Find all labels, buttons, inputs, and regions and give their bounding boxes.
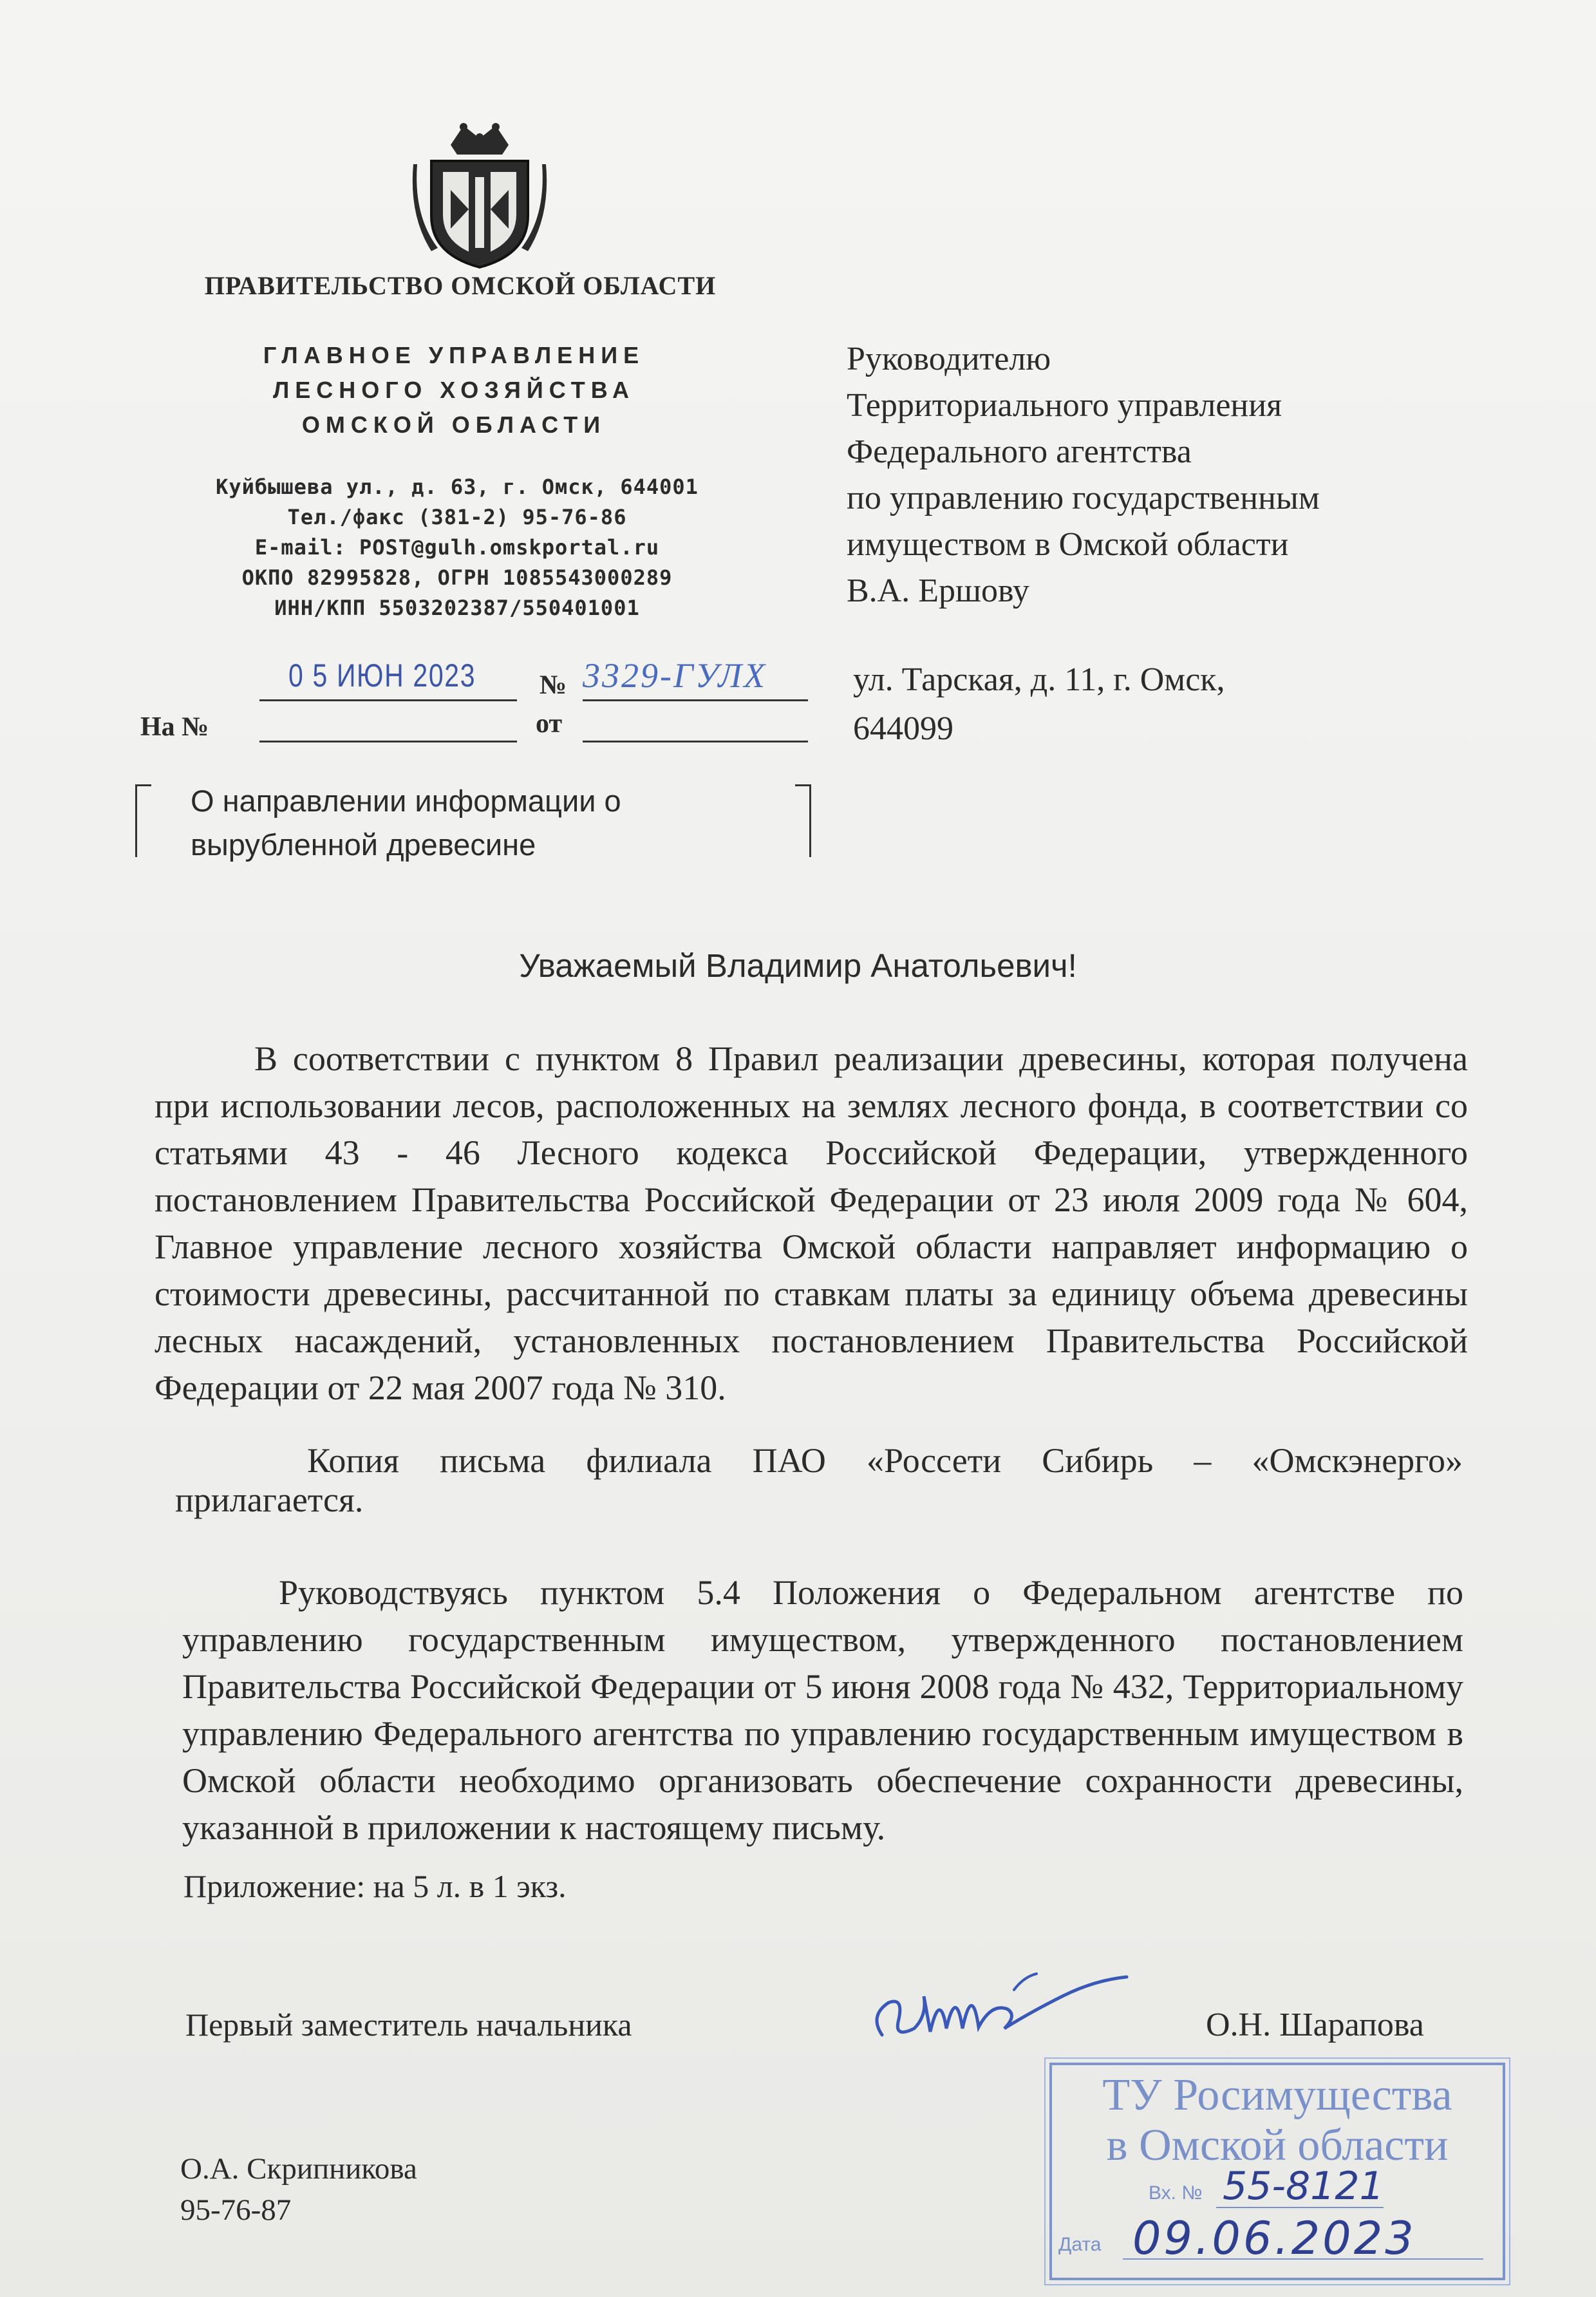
executor-info	[180, 2148, 417, 2231]
coat-of-arms-emblem	[412, 119, 547, 270]
body-paragraph-1	[155, 1035, 1468, 1412]
signer-name: О.Н. Шарапова	[1206, 2007, 1424, 2043]
attachment-note: Приложение: на 5 л. в 1 экз.	[183, 1868, 567, 1904]
paragraph-text: Копия письма филиала ПАО «Россети Сибирь – «Омскэнерго»	[307, 1441, 1463, 1480]
number-underline	[583, 699, 808, 701]
date-underline	[259, 699, 517, 701]
department-line: ГЛАВНОЕ УПРАВЛЕНИЕ	[263, 342, 645, 368]
addressee-block	[847, 336, 1555, 614]
stamp-date-value: 09.06.2023	[1132, 2212, 1416, 2265]
from-underline	[583, 741, 808, 742]
addressee-line: имуществом в Омской области	[847, 526, 1289, 563]
executor-phone: 95-76-87	[180, 2193, 292, 2227]
stamp-incoming-number: 55-8121	[1223, 2164, 1384, 2209]
reference-underline	[259, 741, 517, 742]
paragraph-text: В соответствии с пунктом 8 Правил реализации древесины, которая получена при использовании лесов, расположенных на землях лесного фонда, в соответствии со статьями 43 - 46 Лесного кодекса Российской Федерации, утвержденного постановлением Правительства Российской Федерации от 23 июля 2009 года № 604, Главное управление лесного хозяйства Омской области направляет информацию о стоимости древесины, рассчитанной по ставкам платы за единицу объема древесины лесных насаждений, установленных постановлением Правительства Российской Федерации от 22 мая 2007 года № 310.	[155, 1039, 1468, 1407]
subject-text	[191, 779, 770, 867]
subject-line: вырубленной древесине	[191, 827, 536, 862]
outgoing-number-handwritten: 3329-ГУЛХ	[583, 656, 767, 695]
stamp-incoming-label: Вх. №	[1149, 2182, 1203, 2204]
addressee-line: Территориального управления	[847, 387, 1282, 424]
registration-date-stamp: 0 5 ИЮН 2023	[288, 657, 476, 694]
number-label: №	[540, 670, 567, 700]
contact-address: Куйбышева ул., д. 63, г. Омск, 644001	[216, 475, 699, 499]
greeting: Уважаемый Владимир Анатольевич!	[519, 947, 1077, 984]
address-line: ул. Тарская, д. 11, г. Омск,	[853, 661, 1225, 698]
addressee-line: Руководителю	[847, 341, 1051, 377]
contact-okpo: ОКПО 82995828, ОГРН 1085543000289	[241, 565, 673, 590]
handwritten-signature	[869, 1951, 1140, 2054]
reference-label: На №	[140, 712, 209, 742]
from-label: от	[536, 709, 563, 739]
government-title: ПРАВИТЕЛЬСТВО ОМСКОЙ ОБЛАСТИ	[204, 271, 717, 300]
contact-phone: Тел./факс (381-2) 95-76-86	[287, 505, 627, 529]
subject-line: О направлении информации о	[191, 784, 621, 818]
contact-inn: ИНН/КПП 5503202387/550401001	[274, 596, 640, 620]
executor-name: О.А. Скрипникова	[180, 2152, 417, 2186]
department-line: ОМСКОЙ ОБЛАСТИ	[301, 411, 606, 438]
department-line: ЛЕСНОГО ХОЗЯЙСТВА	[273, 377, 635, 403]
addressee-name: В.А. Ершову	[847, 572, 1029, 609]
contact-email: E-mail: POST@gulh.omskportal.ru	[254, 535, 660, 560]
addressee-line: по управлению государственным	[847, 480, 1320, 516]
stamp-org-line: ТУ Росимущества	[1102, 2070, 1452, 2120]
stamp-organization	[1052, 2070, 1503, 2171]
stamp-org-line: в Омской области	[1106, 2121, 1449, 2170]
body-paragraph-2-continued: прилагается.	[175, 1480, 364, 1519]
body-paragraph-3	[182, 1569, 1463, 1851]
paragraph-text: Руководствуясь пунктом 5.4 Положения о Федеральном агентстве по управлению государственным имуществом, утвержденного постановлением Правительства Российской Федерации от 5 июня 2008 года № 432, Территориальному управлению Федерального агентства по управлению государственным имуществом в Омской области необходимо организовать обеспечение сохранности древесины, указанной в приложении к настоящему письму.	[182, 1573, 1463, 1847]
addressee-line: Федерального агентства	[847, 433, 1192, 470]
incoming-registration-stamp	[1049, 2063, 1505, 2280]
bracket-left	[135, 784, 151, 857]
address-postcode: 644099	[853, 710, 953, 747]
department-contacts	[135, 472, 779, 623]
stamp-date-label: Дата	[1058, 2234, 1102, 2255]
signer-position: Первый заместитель начальника	[185, 2007, 632, 2043]
addressee-address	[853, 656, 1561, 753]
bracket-right	[795, 784, 811, 857]
department-name	[148, 338, 760, 442]
